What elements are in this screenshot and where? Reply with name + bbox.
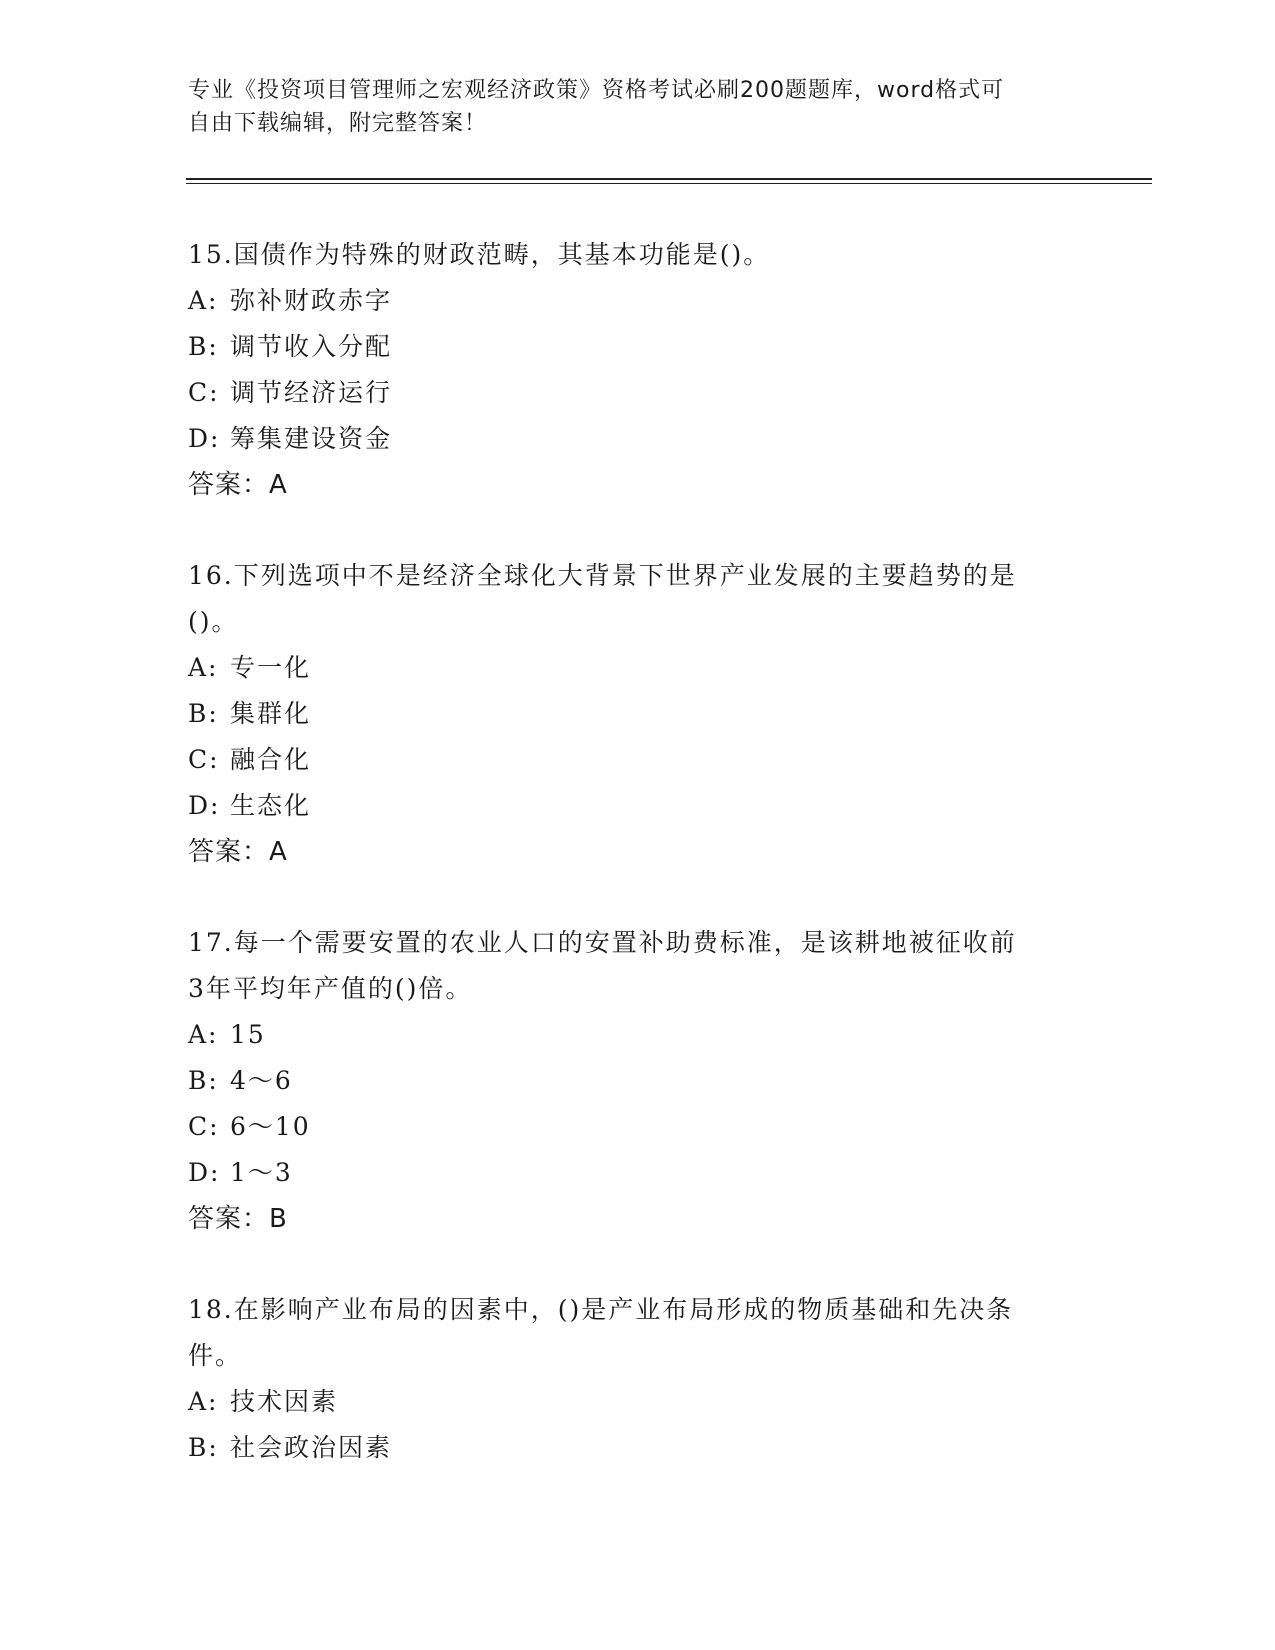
option-text: 融合化 (230, 745, 312, 774)
option-key: A: (188, 1387, 219, 1416)
option-c (188, 370, 1088, 416)
question-18 (188, 1287, 1088, 1471)
option-b (188, 691, 1088, 737)
option-key: A: (188, 653, 219, 682)
question-list (188, 232, 1088, 1516)
option-text: 6～10 (230, 1112, 311, 1141)
option-b (188, 1425, 1088, 1471)
option-d (188, 783, 1088, 829)
option-key: B: (188, 1066, 219, 1095)
option-text: 调节经济运行 (230, 378, 393, 407)
option-c (188, 737, 1088, 783)
option-key: B: (188, 332, 219, 361)
option-text: 专一化 (230, 653, 312, 682)
option-text: 技术因素 (230, 1387, 339, 1416)
question-text: 17.每一个需要安置的农业人口的安置补助费标准，是该耕地被征收前 (188, 928, 1017, 957)
option-a (188, 278, 1088, 324)
option-text: 调节收入分配 (230, 332, 393, 361)
header-line-1: 专业《投资项目管理师之宏观经济政策》资格考试必刷200题题库，word格式可 (188, 78, 1005, 103)
option-key: B: (188, 699, 219, 728)
option-d (188, 1150, 1088, 1196)
document-header (188, 74, 1088, 140)
option-b (188, 324, 1088, 370)
option-key: A: (188, 1020, 219, 1049)
question-text: 18.在影响产业布局的因素中，()是产业布局形成的物质基础和先决条 (188, 1295, 1014, 1324)
question-text: 15.国债作为特殊的财政范畴，其基本功能是()。 (188, 240, 771, 269)
option-key: C: (188, 378, 220, 407)
option-key: D: (188, 424, 221, 453)
answer: 答案：A (188, 470, 288, 500)
header-line-2: 自由下载编辑，附完整答案！ (188, 111, 488, 136)
option-text: 社会政治因素 (230, 1433, 393, 1462)
question-text-continued: 3年平均年产值的()倍。 (188, 974, 473, 1003)
option-a (188, 645, 1088, 691)
answer: 答案：B (188, 1204, 288, 1234)
option-b (188, 1058, 1088, 1104)
option-text: 1～3 (230, 1158, 293, 1187)
question-text-continued: ()。 (188, 607, 239, 636)
question-17 (188, 920, 1088, 1242)
question-text: 16.下列选项中不是经济全球化大背景下世界产业发展的主要趋势的是 (188, 561, 1017, 590)
question-16 (188, 553, 1088, 875)
option-text: 15 (230, 1020, 266, 1049)
option-key: B: (188, 1433, 219, 1462)
option-text: 集群化 (230, 699, 312, 728)
option-d (188, 416, 1088, 462)
header-divider-thin (186, 183, 1152, 184)
option-text: 生态化 (230, 791, 312, 820)
option-key: A: (188, 286, 219, 315)
option-a (188, 1012, 1088, 1058)
option-a (188, 1379, 1088, 1425)
option-key: C: (188, 745, 220, 774)
option-text: 弥补财政赤字 (230, 286, 393, 315)
option-key: D: (188, 1158, 221, 1187)
option-c (188, 1104, 1088, 1150)
header-divider-thick (186, 178, 1152, 180)
question-text-continued: 件。 (188, 1341, 243, 1370)
option-key: C: (188, 1112, 220, 1141)
option-text: 筹集建设资金 (230, 424, 393, 453)
answer: 答案：A (188, 837, 288, 867)
option-key: D: (188, 791, 221, 820)
question-15 (188, 232, 1088, 508)
option-text: 4～6 (230, 1066, 293, 1095)
